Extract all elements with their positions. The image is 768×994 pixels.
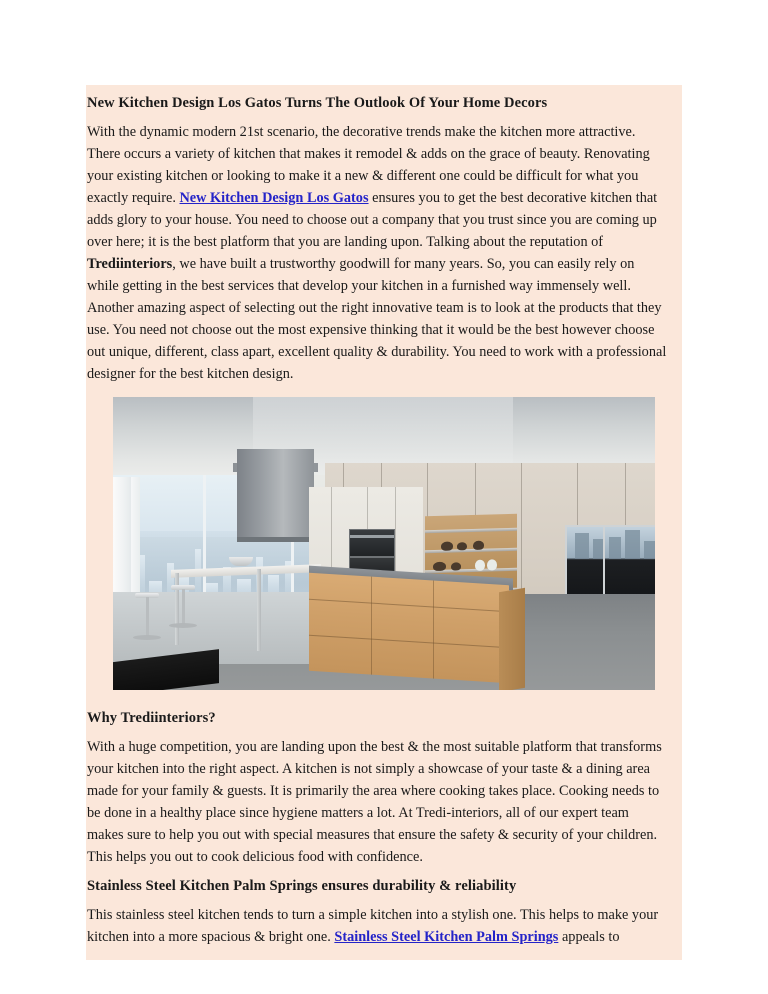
paragraph-stainless-steel [86,895,682,960]
kitchen-island [309,573,509,684]
table-leg [175,573,179,645]
range-hood [237,449,314,541]
island-end-panel [499,588,525,690]
shelf-bowl [457,542,467,550]
built-in-oven-upper [349,529,395,557]
bar-stool-post [182,589,185,625]
paragraph-stainless-text-1: This stainless steel kitchen tends to turn a simple kitchen into a stylish one. This helps to make your kitchen into a more spacious & bright one. [87,907,659,945]
kitchen-interior-photo [113,397,655,690]
paragraph-stainless-text-2: appeals to [558,929,620,945]
bar-stool-base [169,623,197,628]
paragraph-why-trediinteriors: With a huge competition, you are landing upon the best & the most suitable platform that transforms your kitchen into the right aspect. A kitchen is not simply a showcase of your taste & a dining area made for your family & guests. It is primarily the area where cooking takes place. Cooking needs to be done in a healthy place since hygiene matters a lot. At Tredi-interiors, all of our expert team makes sure to help you out with special measures that ensure the safety & security of your children. This helps you out to cook delicious food with confidence. [87,739,662,865]
shelf-vase [487,559,497,570]
paragraph-intro-text-1: With the dynamic modern 21st scenario, the decorative trends make the kitchen more attractive. There occurs a variety of kitchen that makes it remodel & adds on the grace of beauty. Renovating your existing kitchen or looking to make it a new & different one could be difficult for what you exactly require. [87,124,650,206]
section-heading-why-trediinteriors: Why Trediinteriors? [87,710,216,726]
link-new-kitchen-design-los-gatos[interactable]: New Kitchen Design Los Gatos [179,190,369,206]
bar-stool-base [133,635,161,640]
paragraph-intro-text-2: ensures you to get the best decorative kitchen that adds glory to your house. You need to choose out a company that you trust since you are coming up over here; it is the best platform that you are landing upon. Talking about the reputation of [87,190,658,250]
paragraph-intro [86,112,682,385]
bar-stool-post [146,597,149,637]
brand-name-trediinteriors: Trediinteriors [87,256,173,272]
range-hood-base [237,537,314,542]
shelf-bowl [441,542,453,551]
page-title: New Kitchen Design Los Gatos Turns The Outlook Of Your Home Decors [87,95,548,111]
shelf-bowl [451,562,461,570]
article-content-block [86,85,682,960]
section-heading-stainless-steel: Stainless Steel Kitchen Palm Springs ensures durability & reliability [87,878,517,894]
paragraph-intro-text-3: , we have built a trustworthy goodwill for many years. So, you can easily rely on while getting in the best services that develop your kitchen in a furnished way immensely well. Another amazing aspect of selecting out the right innovative team is to look at the products that they use. You need not choose out the most expensive thinking that it would be the best however choose out unique, different, class apart, excellent quality & durability. You need to work with a professional designer for the best kitchen design. [87,256,667,382]
table-leg [257,569,261,651]
link-stainless-steel-kitchen-palm-springs[interactable]: Stainless Steel Kitchen Palm Springs [334,929,559,945]
shelf-vase [475,560,485,571]
shelf-bowl [473,541,484,550]
kitchen-image-container [86,385,682,700]
shelf-bowl [433,562,446,571]
